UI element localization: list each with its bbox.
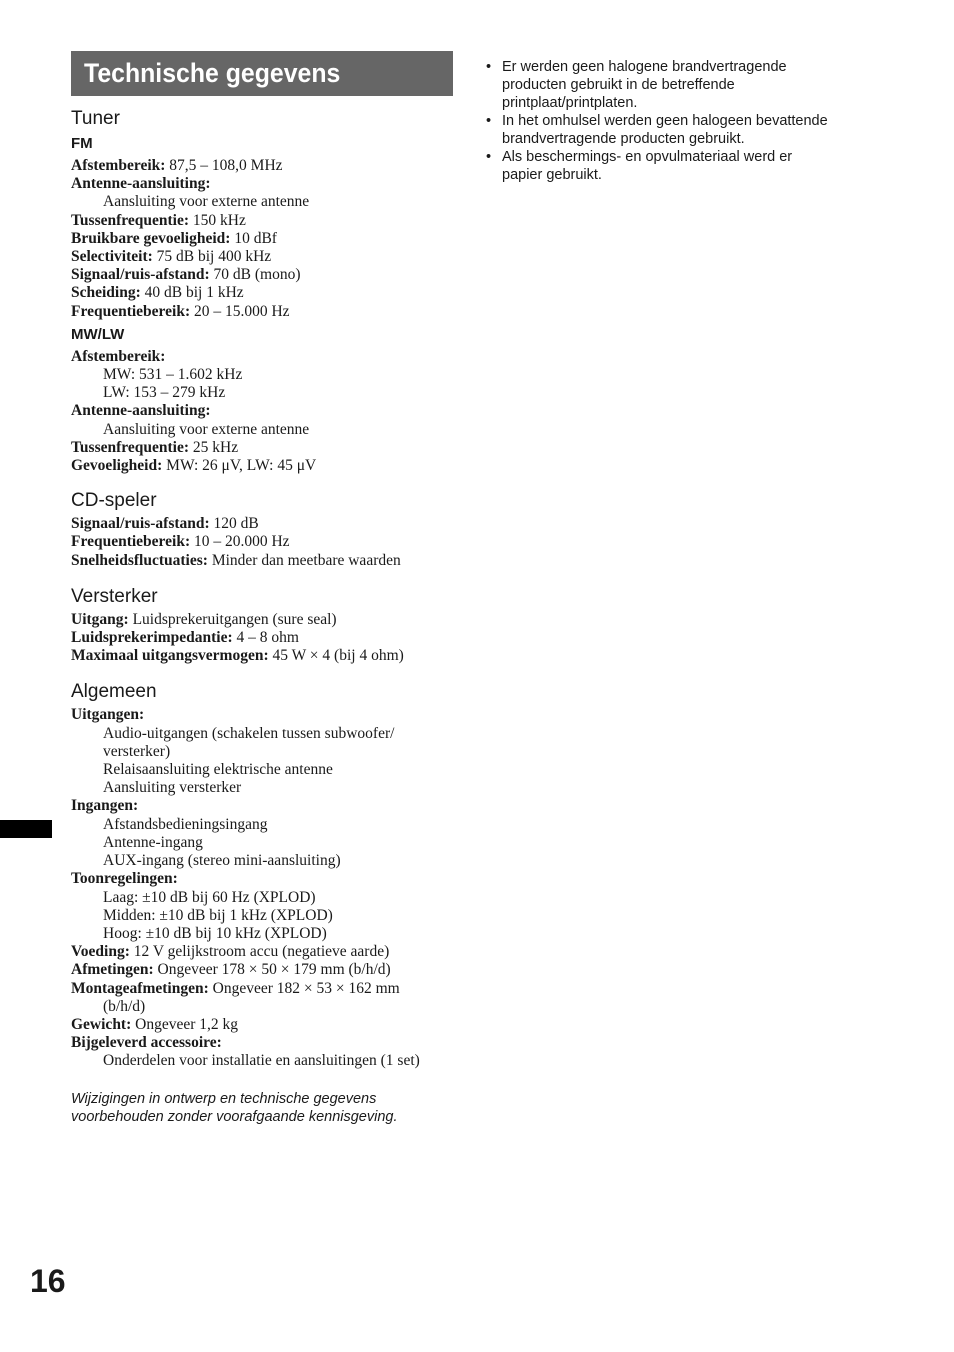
spec-label: Gewicht: (71, 1015, 132, 1033)
spec-value: 10 dBf (234, 229, 277, 247)
subheading-fm: FM (71, 135, 93, 152)
spec-line: AUX-ingang (stereo mini-aansluiting) (103, 852, 341, 870)
spec-label: Afmetingen: (71, 961, 154, 979)
spec-label: Scheiding: (71, 284, 141, 302)
bullet-list (486, 58, 876, 184)
spec-label: Signaal/ruis-afstand: (71, 515, 210, 533)
spec-line (71, 515, 453, 533)
spec-label: Uitgang: (71, 610, 129, 628)
spec-value: 10 – 20.000 Hz (193, 533, 290, 551)
thumb-index-tab (0, 820, 52, 838)
spec-label: Gevoeligheid: (71, 457, 163, 475)
spec-line (71, 439, 453, 457)
spec-line: MW: 531 – 1.602 kHz (103, 366, 243, 384)
spec-line (71, 212, 453, 230)
spec-value: Luidsprekeruitgangen (sure seal) (132, 610, 337, 628)
spec-line (71, 402, 453, 420)
spec-value: 120 dB (213, 515, 259, 533)
spec-line: Aansluiting voor externe antenne (103, 420, 310, 438)
bullet-dot-icon: • (486, 113, 492, 129)
bullet-line: brandvertragende producten gebruikt. (502, 131, 745, 147)
spec-line (71, 706, 453, 724)
spec-label: Antenne-aansluiting: (71, 402, 211, 420)
section-heading-general: Algemeen (71, 681, 157, 703)
spec-line (71, 284, 453, 302)
spec-line: versterker) (103, 742, 171, 760)
spec-line (71, 533, 453, 551)
spec-value: 45 W × 4 (bij 4 ohm) (272, 647, 404, 665)
spec-line: LW: 153 – 279 kHz (103, 384, 226, 402)
disclaimer-line: voorbehouden zonder voorafgaande kennisgeving. (71, 1108, 398, 1125)
spec-line (71, 611, 453, 629)
spec-label: Tussenfrequentie: (71, 438, 189, 456)
spec-value: 12 V gelijkstroom accu (negatieve aarde) (133, 943, 390, 961)
spec-line: Onderdelen voor installatie en aansluitingen (1 set) (103, 1052, 420, 1070)
spec-value: Ongeveer 182 × 53 × 162 mm (212, 979, 400, 997)
spec-label: Bijgeleverd accessoire: (71, 1034, 222, 1052)
spec-label: Ingangen: (71, 797, 139, 815)
right-column (486, 58, 876, 184)
spec-label: Afstembereik: (71, 347, 166, 365)
spec-value: 70 dB (mono) (213, 266, 301, 284)
spec-line: Relaisaansluiting elektrische antenne (103, 761, 333, 779)
spec-label: Maximaal uitgangsvermogen: (71, 647, 269, 665)
spec-list-cd (71, 515, 453, 570)
spec-line (71, 157, 453, 175)
spec-list-general (71, 706, 453, 1070)
spec-line: Antenne-ingang (103, 833, 203, 851)
spec-line (71, 457, 453, 475)
spec-line: Audio-uitgangen (schakelen tussen subwoofer/ (103, 724, 395, 742)
spec-label: Antenne-aansluiting: (71, 175, 211, 193)
bullet-line: Als beschermings- en opvulmateriaal werd er (502, 149, 793, 165)
bullet-line: papier gebruikt. (502, 167, 602, 183)
spec-line (71, 175, 453, 193)
spec-line (71, 1016, 453, 1034)
spec-value: Minder dan meetbare waarden (211, 551, 401, 569)
page-number: 16 (30, 1263, 66, 1299)
spec-line (71, 943, 453, 961)
bullet-item (486, 58, 876, 112)
spec-line (71, 1034, 453, 1052)
spec-line (71, 230, 453, 248)
left-column (71, 51, 453, 1126)
spec-line (71, 348, 453, 366)
spec-value: 150 kHz (192, 211, 246, 229)
spec-label: Snelheidsfluctuaties: (71, 551, 208, 569)
page-title: Technische gegevens (84, 58, 341, 88)
spec-label: Uitgangen: (71, 706, 145, 724)
section-heading-cd: CD-speler (71, 490, 157, 512)
page-title-bar (71, 51, 453, 96)
spec-line: (b/h/d) (103, 997, 146, 1015)
bullet-line: printplaat/printplaten. (502, 95, 638, 111)
section-heading-tuner: Tuner (71, 108, 120, 129)
spec-line (71, 552, 453, 570)
spec-line (71, 629, 453, 647)
spec-line: Laag: ±10 dB bij 60 Hz (XPLOD) (103, 888, 316, 906)
spec-line: Aansluiting versterker (103, 779, 242, 797)
bullet-line: In het omhulsel werden geen halogeen bevattende (502, 113, 828, 129)
bullet-line: Er werden geen halogene brandvertragende (502, 59, 787, 75)
spec-line (71, 797, 453, 815)
spec-value: Ongeveer 178 × 50 × 179 mm (b/h/d) (157, 961, 391, 979)
spec-label: Signaal/ruis-afstand: (71, 266, 210, 284)
bullet-dot-icon: • (486, 149, 492, 165)
spec-label: Toonregelingen: (71, 870, 178, 888)
spec-label: Luidsprekerimpedantie: (71, 629, 233, 647)
spec-list-amplifier (71, 611, 453, 666)
spec-list-mwlw (71, 348, 453, 475)
spec-label: Afstembereik: (71, 157, 166, 174)
subheading-mwlw: MW/LW (71, 325, 125, 343)
spec-label: Frequentiebereik: (71, 302, 191, 320)
bullet-line: producten gebruikt in de betreffende (502, 77, 735, 93)
bullet-item (486, 112, 876, 148)
spec-value: 40 dB bij 1 kHz (144, 284, 244, 302)
disclaimer-note (71, 1090, 453, 1126)
spec-line (71, 961, 453, 979)
bullet-dot-icon: • (486, 59, 492, 75)
spec-line: Afstandsbedieningsingang (103, 815, 268, 833)
spec-label: Tussenfrequentie: (71, 211, 189, 229)
disclaimer-line: Wijzigingen in ontwerp en technische gegevens (71, 1090, 377, 1107)
spec-value: 25 kHz (192, 438, 239, 456)
spec-label: Selectiviteit: (71, 248, 153, 266)
bullet-item (486, 148, 876, 184)
spec-value: MW: 26 μV, LW: 45 μV (166, 457, 317, 475)
spec-label: Voeding: (71, 943, 130, 961)
spec-line: Aansluiting voor externe antenne (103, 193, 310, 211)
spec-line (71, 303, 453, 321)
spec-line: Hoog: ±10 dB bij 10 kHz (XPLOD) (103, 924, 327, 942)
spec-value: 20 – 15.000 Hz (193, 302, 290, 320)
spec-label: Bruikbare gevoeligheid: (71, 229, 231, 247)
spec-value: Ongeveer 1,2 kg (135, 1015, 239, 1033)
spec-list-fm (71, 157, 453, 321)
spec-line (71, 266, 453, 284)
spec-label: Montageafmetingen: (71, 979, 209, 997)
spec-line (71, 248, 453, 266)
spec-line (71, 870, 453, 888)
spec-label: Frequentiebereik: (71, 533, 191, 551)
spec-line: Midden: ±10 dB bij 1 kHz (XPLOD) (103, 906, 333, 924)
spec-line (71, 647, 453, 665)
section-heading-amplifier: Versterker (71, 585, 158, 607)
spec-value: 87,5 – 108,0 MHz (169, 157, 283, 174)
spec-value: 4 – 8 ohm (236, 629, 299, 647)
spec-line (71, 980, 453, 998)
spec-value: 75 dB bij 400 kHz (156, 248, 272, 266)
